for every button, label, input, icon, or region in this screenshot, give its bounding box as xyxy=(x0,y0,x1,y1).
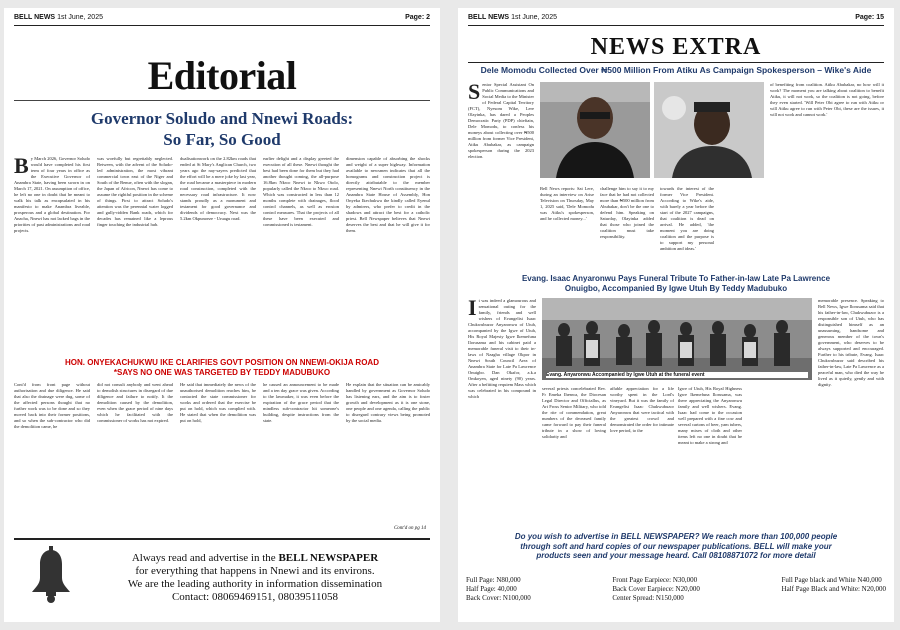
drop-cap-s: S xyxy=(468,82,481,104)
rate-back-cover: Back Cover: N100,000 xyxy=(466,594,531,602)
house-ad-contact: Contact: 08069469151, 08039511058 xyxy=(171,591,339,603)
right-running-header xyxy=(468,14,884,26)
house-ad xyxy=(14,538,430,614)
title-divider xyxy=(14,100,430,101)
left-page xyxy=(4,8,440,622)
rates-column-1 xyxy=(466,576,531,603)
house-ad-brand: BELL NEWSPAPER xyxy=(278,552,379,564)
right-page-number: Page: 15 xyxy=(855,14,884,21)
rate-center-spread: Center Spread: N150,000 xyxy=(612,594,684,602)
left-page-number: Page: 2 xyxy=(405,14,430,21)
funeral-col1-text: t was indeed a glamourous and sensational outing for the family, friends and well wishers of Evangelist Isaac Chukwubuzor Anyaronwu of Utuh, accompanied by the Igwe of Utuh, His Royal Majesty Igwe Ikemefuna Ilorusama and his cabinet paid a memorable funeral visit to their in-laws of Nzagha village Okpor in Nnewi South Council Area of Anambra State for Late Pa Lawrence Onuigbo. Dan Okafor, a.k.a Omkoyen, aged ninety (90) years. After a befitting requiem Mass which was celebrated in his compound in which xyxy=(468,298,536,399)
advertising-banner xyxy=(466,532,886,560)
momodu-headline: Dele Momodu Collected Over ₦500 Million From Atiku As Campaign Spokesperson – Wike's Aide xyxy=(480,65,872,75)
funeral-headline xyxy=(468,274,884,294)
left-running-header xyxy=(14,14,430,26)
momodu-column-2: Bell News reports: Sai Lere, during an interview on Arise Television on Thursday, May 1, 2025 said, 'Dele Momodu was Atiku's spokesperson, and he collected money...' xyxy=(540,186,594,221)
advertising-line2: through soft and hard copies of our newspaper publications. BELL will make your xyxy=(520,541,832,551)
momodu-column-5: of benefiting from coalition. Atiku Abubakar, no how will it work? The moment you are talking about coalition to benefit Atiku, it will not work, so the coalition is not going, before they even started. 'Will Peter Obi agree to run with Atiku or will Atiku agree to run with Peter Obi, these are the issues, it will not work and cannot work.' xyxy=(770,82,884,117)
story-column-5: He explain that the situation can be amicably handled by government as Governor Soludo has listening ears, and the aim is to foster growth and development as it is one stone, one people and one agenda, calling the public to disregard contrary views being promoted by the social media. xyxy=(346,382,430,423)
funeral-column-1 xyxy=(468,298,536,522)
house-ad-line1 xyxy=(84,552,426,565)
news-extra-title: NEWS EXTRA xyxy=(590,34,762,60)
rate-back-earpiece: Back Cover Earpiece: N20,000 xyxy=(612,585,700,593)
editorial-column-1 xyxy=(14,156,90,352)
bell-icon xyxy=(26,546,76,606)
left-brand: BELL NEWS xyxy=(14,14,56,21)
story-column-1: Cont'd from front page without authorisation and due diligence. He said that also the drainage were dug, some of the affected persons thought that no further work was to be done and so they moved back into their former positions, and so when the sub-contractor who did the demolition came, he xyxy=(14,382,90,429)
rate-full-page-bw: Full Page black and White N40,000 xyxy=(781,576,882,584)
funeral-column-3: affable appreciation for a life worthy spent in the Lord's vineyard. But it was the family of Evangelist Isaac Chukwubuzor Anyaronwu that were tactical with the greatest crowd and demonstrated the order for intimate love period, to the xyxy=(610,386,674,433)
momodu-column-1 xyxy=(468,82,534,268)
momodu-column-3: challenge him to say it to my face that he had not collected more than ₦500 million from Abubakar, don't be the one to defend him. Speaking on Saturday, Olayinka added that those who joined the coalition must take responsibility. xyxy=(600,186,654,239)
news-extra-divider xyxy=(468,62,884,63)
momodu-col1-text: enior Special Assistant On Public Communications and Social Media to the Minister of Federal Capital Territory (FCT), Nyesom Wike, Lere Olayinka, has dared a Peoples Democratic Party (PDP) chieftain, Dele Momodu, to confess his moneys about collecting over ₦500 million from former Vice President, Atiku Abubakar, as campaign spokesperson during the 2023 election. xyxy=(468,82,534,159)
right-date: 1st June, 2025 xyxy=(511,14,557,21)
momodu-column-4: towards the interest of the former Vice President. According to Wike's aide, with barely a year before the start of the 2027 campaigns, that coalition is dead on arrival. He added, 'the moment you are doing coalition and the purpose is to support my personal ambition and ideas.' xyxy=(660,186,714,251)
editorial-column-4: earlier delight and a display greeted the execution of all these. Nnewi thought the best had been done for them but they had another thought coming, the all-purpose 16.8km Nkwo Nnewi to Nkwo Otolo, popularly called the Nkwo to Nkwo road. Which was constructed in less than 12 months complete with drainages, flood control channels, as well as erosion control measures. That the projects of all these have been executed and commissioned is testament. xyxy=(263,156,339,227)
editorial-title: Editorial xyxy=(147,53,297,98)
funeral-column-2: several priests concelebrated Rev. Fr Emeka Ihenwa, the Diocesan Legal Director and Officiallus, as Art Fross Senior Military, who told the rite of commendation, great numbers of the deceased family came forward to pay their funeral tribute in a show of loving solidarity and xyxy=(542,386,606,439)
funeral-column-5: memorable presence. Speaking to Bell News, Igwe Ilorusama said that his father-in-law, Chukwubuzor is a responsible son of Utuh, who has distinguished himself as an unassuming, handsome and generous member of the town's government, who deserves to be always supported and encouraged. Further to his tribute, Evang. Isaac Chukwubuzor said described his father-in-law, Late Pa Lawrence as a peaceful man, who died the way he lived as it quietly, gently and with dignity. xyxy=(818,298,884,387)
funeral-headline-line1: Evang. Isaac Anyaronwu Pays Funeral Tribute To Father-in-law Late Pa Lawrence xyxy=(521,274,831,283)
funeral-photo-caption: Evang. Anyaronwu Accompanied by Igwe Utuh at the funeral event xyxy=(546,372,808,378)
story-headline xyxy=(14,358,430,378)
rate-half-page-bw: Half Page Black and White: N20,000 xyxy=(781,585,886,593)
advert-rates xyxy=(466,576,886,603)
editorial-column-2: was woefully but regrettably neglected. Between, with the advent of the Soludo-led administration, the most vibrant commercial town east of the Niger and South of the Benue, often with the slogan, the Japan of Africon, Nnewi has come to assume the rightful position in the scheme of things. First to attract Soludo's attention was the perennial water logged and gully-ridden Bank roads, which for decades has remained like a leprous finger touching the industrial hub. xyxy=(97,156,173,227)
continued-note: Cont'd on pg 14 xyxy=(393,526,426,531)
drop-cap-b: B xyxy=(14,156,29,178)
editorial-column-5: dimension capable of absorbing the shocks and weight of a super highway. Information available to newsmen indicates that all the homograms and construction project is directly attributable to the member representing Nnewi North constituency in the Anambra State House of Assembly, Hon Onyeka Ikechukwu the kindly called Eyenul by admirers, who prefer to credit in the shadows and attract the best for a catholic priest. Bell Newspaper believes that Nnewi deserves the best and that he will give it for them. xyxy=(346,156,430,233)
right-brand: BELL NEWS xyxy=(468,14,510,21)
house-ad-line3: We are the leading authority in information dissemination xyxy=(127,578,383,590)
rate-front-earpiece: Front Page Earpiece: N30,000 xyxy=(612,576,698,584)
story-column-4: he caused an announcement to be made and a ten day grace was given. According to the lawmaker, it was even before the expiration of the grace period that the mindless sub-contractor hit someone's building, despite instructions from the state. xyxy=(263,382,339,423)
house-ad-text xyxy=(84,552,426,604)
photo-funeral-event xyxy=(542,298,812,380)
house-ad-line1-text: Always read and advertise in the xyxy=(131,552,279,564)
right-page xyxy=(458,8,894,622)
editorial-headline xyxy=(14,108,430,150)
house-ad-line2: for everything that happens in Nnewi and its environs. xyxy=(135,565,375,577)
story-column-3: He said that immediately the news of the unauthorised demolition reaches him, he contacted the state commissioner for works and ordered that the exercise be put on hold, which was complied with. He stated that when the demolition was put on hold, xyxy=(180,382,256,423)
editorial-headline-line1: Governor Soludo and Nnewi Roads: xyxy=(90,109,354,128)
editorial-col1-text: y March 2026, Governor Soludo would have completed his first term of four years in office as the Executive Governor of Anambra State, having been sworn in on March 17, 2021. On assumption of office, he left no one in doubt that he meant to walk his talk as encapsulated in his manifesto to make Anambra liveable, prosperous and a global destination. For Anacha, Nnewi has not lacked bags in the priorities of past administrations and road projects. xyxy=(14,156,90,233)
advertising-line1: Do you wish to advertise in BELL NEWSPAPER? We reach more than 100,000 people xyxy=(514,532,838,541)
rate-half-page: Half Page: 40,000 xyxy=(466,585,517,593)
photo-dele-momodu xyxy=(540,82,650,178)
left-date: 1st June, 2025 xyxy=(57,14,103,21)
editorial-column-3: dualisationwork on the 2.82km roads that ended at St Mary's Anglican Church, two years ago the nay-sayers predicted that the effort will be a mere joke by last year, the road became a masterpiece in modern road construction, completed with the necessary road infrastructure. It now stands proudly as a monument and testament for good governance and dividends of democracy. Next was the 5.2km Okpunoeze - Uruagu road. xyxy=(180,156,256,221)
drop-cap-i: I xyxy=(468,298,477,320)
photo-lere-olayinka xyxy=(654,82,764,178)
story-headline-line1: HON. ONYEKACHUKWU IKE CLARIFIES GOVT POSITION ON NNEWI-OKIJA ROAD xyxy=(65,358,379,367)
advertising-line3: products seen and your message heard. Call 08108871072 for more detail xyxy=(536,551,816,560)
rates-column-2 xyxy=(612,576,699,603)
story-headline-line2: *SAYS NO ONE WAS TARGETED BY TEDDY MADUBUKO xyxy=(113,368,331,377)
editorial-headline-line2: So Far, So Good xyxy=(163,130,281,149)
funeral-column-4: Igwe of Utuh, His Royal Highness Igwe Ikemefuna Ilorusama, was there appreciating the Anyaronwu family and well wishers. Evang. Isaac had come to the occasion well prepared with a fine cow and several cartons of beer, yam tubers, many mixes of cloth and other items left no one in doubt that he meant to make a strong and xyxy=(678,386,742,445)
funeral-headline-line2: Onuigbo, Accompanied By Igwe Utuh By Teddy Madubuko xyxy=(564,284,788,293)
rates-column-3 xyxy=(782,576,886,603)
story-column-2: did not consult anybody and went ahead to demolish structures in disregard of due diligence and failure to notify. It the demolition caused by the demolition, even when the grace period of nine days which he facilitated with the commissioner of works has not expired. xyxy=(97,382,173,423)
rate-full-page: Full Page: N80,000 xyxy=(466,576,521,584)
